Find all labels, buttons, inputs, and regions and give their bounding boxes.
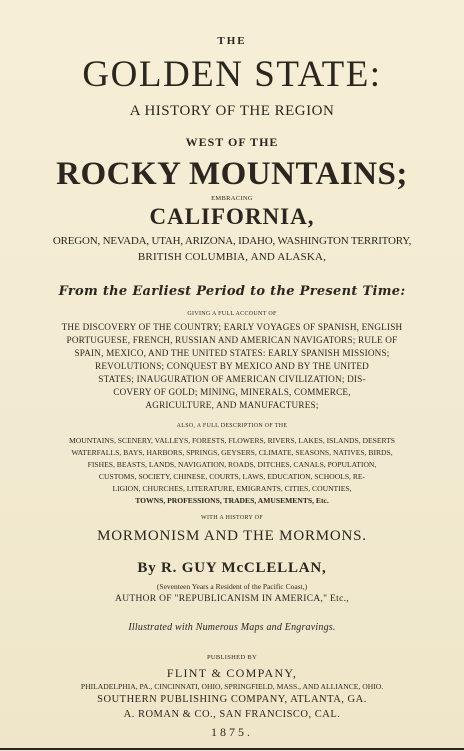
description-line: WATERFALLS, BAYS, HARBORS, SPRINGS, GEYSERS, CLIMATE, SEASONS, NATIVES, BIRDS, bbox=[71, 448, 393, 457]
subtitle-history: A HISTORY OF THE REGION bbox=[129, 103, 335, 119]
description-line: CUSTOMS, SOCIETY, CHINESE, COURTS, LAWS, EDUCATION, SCHOOLS, RE- bbox=[98, 472, 366, 481]
roman-publisher: A. ROMAN & CO., SAN FRANCISCO, CAL. bbox=[123, 709, 341, 720]
publisher-cities: PHILADELPHIA, PA., CINCINNATI, OHIO, SPRINGFIELD, MASS., AND ALLIANCE, OHIO. bbox=[80, 682, 384, 691]
author-note: (Seventeen Years a Resident of the Pacific Coast,) bbox=[156, 582, 308, 591]
author-of-line: AUTHOR OF "REPUBLICANISM IN AMERICA," Etc., bbox=[115, 594, 349, 604]
mormonism-title: MORMONISM AND THE MORMONS. bbox=[97, 528, 367, 544]
earliest-period-line: From the Earliest Period to the Present Time: bbox=[58, 284, 406, 299]
territories-line-1: OREGON, NEVADA, UTAH, ARIZONA, IDAHO, WASHINGTON TERRITORY, bbox=[52, 235, 412, 247]
author-byline: By R. GUY McCLELLAN, bbox=[137, 560, 327, 576]
with-history-label: WITH A HISTORY OF bbox=[201, 515, 263, 521]
account-line: THE DISCOVERY OF THE COUNTRY; EARLY VOYAGES OF SPANISH, ENGLISH bbox=[61, 322, 403, 332]
subtitle-west: WEST OF THE bbox=[185, 135, 279, 149]
account-line: REVOLUTIONS; CONQUEST BY MEXICO AND BY THE UNITED bbox=[95, 361, 369, 371]
territories-line-2: BRITISH COLUMBIA, AND ALASKA, bbox=[137, 251, 327, 263]
rocky-mountains-title: ROCKY MOUNTAINS; bbox=[56, 156, 408, 192]
account-line: COVERY OF GOLD; MINING, MINERALS, COMMERCE, bbox=[113, 387, 351, 397]
account-line: AGRICULTURE, AND MANUFACTURES; bbox=[145, 400, 319, 410]
southern-publisher: SOUTHERN PUBLISHING COMPANY, ATLANTA, GA. bbox=[97, 694, 367, 705]
illustrated-line: Illustrated with Numerous Maps and Engravings. bbox=[128, 622, 336, 633]
description-line: MOUNTAINS, SCENERY, VALLEYS, FORESTS, FLOWERS, RIVERS, LAKES, ISLANDS, DESERTS bbox=[69, 436, 395, 445]
published-by-label: PUBLISHED BY bbox=[206, 654, 257, 661]
account-line: STATES; INAUGURATION OF AMERICAN CIVILIZATION; DIS- bbox=[98, 374, 366, 384]
giving-account-label: GIVING A FULL ACCOUNT OF bbox=[187, 311, 277, 317]
bottom-edge-rule bbox=[0, 748, 464, 750]
embracing-label: EMBRACING bbox=[211, 195, 253, 202]
description-line: LIGION, CHURCHES, LITERATURE, EMIGRANTS, CITIES, COUNTIES, bbox=[112, 484, 352, 493]
the-label: THE bbox=[217, 35, 247, 47]
california-title: CALIFORNIA, bbox=[149, 204, 315, 229]
description-line: TOWNS, PROFESSIONS, TRADES, AMUSEMENTS, Etc. bbox=[135, 496, 329, 505]
publication-year: 1875. bbox=[211, 725, 253, 739]
account-line: PORTUGUESE, FRENCH, RUSSIAN AND AMERICAN NAVIGATORS; RULE OF bbox=[66, 335, 398, 345]
also-description-label: ALSO, A FULL DESCRIPTION OF THE bbox=[176, 423, 288, 429]
publisher-name: FLINT & COMPANY, bbox=[166, 666, 298, 680]
account-line: SPAIN, MEXICO, AND THE UNITED STATES: EARLY SPANISH MISSIONS; bbox=[74, 348, 390, 358]
description-line: FISHES, BEASTS, LANDS, NAVIGATION, ROADS, DITCHES, CANALS, POPULATION, bbox=[87, 460, 377, 469]
main-title: GOLDEN STATE: bbox=[82, 54, 382, 95]
